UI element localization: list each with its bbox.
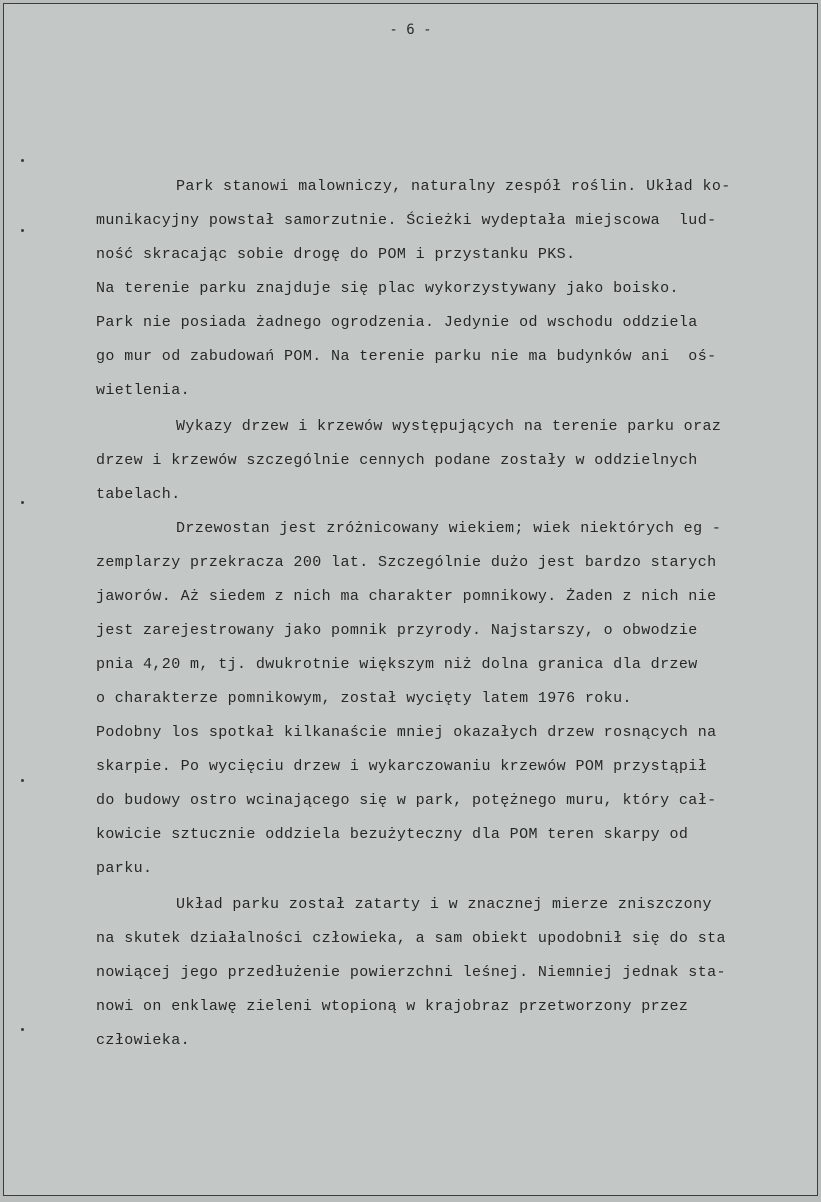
text-line: zemplarzy przekracza 200 lat. Szczególnie dużo jest bardzo starych — [96, 554, 717, 571]
text-line: jest zarejestrowany jako pomnik przyrody. Najstarszy, o obwodzie — [96, 622, 698, 639]
text-line: jaworów. Aż siedem z nich ma charakter pomnikowy. Żaden z nich nie — [96, 588, 717, 605]
margin-mark — [21, 501, 24, 504]
text-line: Park stanowi malowniczy, naturalny zespół roślin. Układ ko- — [176, 178, 731, 195]
text-line: kowicie sztucznie oddziela bezużyteczny dla POM teren skarpy od — [96, 826, 689, 843]
text-line: wietlenia. — [96, 382, 191, 399]
text-line: nowiącej jego przedłużenie powierzchni leśnej. Niemniej jednak sta- — [96, 964, 726, 981]
text-line: tabelach. — [96, 486, 181, 503]
text-line: Drzewostan jest zróżnicowany wiekiem; wiek niektórych eg - — [176, 520, 722, 537]
margin-mark — [21, 159, 24, 162]
text-line: Park nie posiada żadnego ogrodzenia. Jedynie od wschodu oddziela — [96, 314, 698, 331]
document-page — [3, 3, 818, 1196]
text-line: pnia 4,20 m, tj. dwukrotnie większym niż dolna granica dla drzew — [96, 656, 698, 673]
text-line: nowi on enklawę zieleni wtopioną w krajobraz przetworzony przez — [96, 998, 689, 1015]
text-line: Podobny los spotkał kilkanaście mniej okazałych drzew rosnących na — [96, 724, 717, 741]
text-line: munikacyjny powstał samorzutnie. Ścieżki wydeptała miejscowa lud- — [96, 212, 717, 229]
text-line: człowieka. — [96, 1032, 191, 1049]
margin-mark — [21, 229, 24, 232]
text-line: na skutek działalności człowieka, a sam obiekt upodobnił się do sta — [96, 930, 726, 947]
text-line: Wykazy drzew i krzewów występujących na terenie parku oraz — [176, 418, 722, 435]
margin-mark — [21, 1028, 24, 1031]
text-line: Układ parku został zatarty i w znacznej mierze zniszczony — [176, 896, 712, 913]
margin-mark — [21, 779, 24, 782]
text-line: go mur od zabudowań POM. Na terenie parku nie ma budynków ani oś- — [96, 348, 717, 365]
text-line: skarpie. Po wycięciu drzew i wykarczowaniu krzewów POM przystąpił — [96, 758, 708, 775]
text-line: ność skracając sobie drogę do POM i przystanku PKS. — [96, 246, 576, 263]
text-line: do budowy ostro wcinającego się w park, potężnego muru, który cał- — [96, 792, 717, 809]
text-line: Na terenie parku znajduje się plac wykorzystywany jako boisko. — [96, 280, 679, 297]
text-line: parku. — [96, 860, 153, 877]
page-number: - 6 - — [389, 22, 432, 38]
text-line: o charakterze pomnikowym, został wycięty latem 1976 roku. — [96, 690, 632, 707]
text-line: drzew i krzewów szczególnie cennych podane zostały w oddzielnych — [96, 452, 698, 469]
